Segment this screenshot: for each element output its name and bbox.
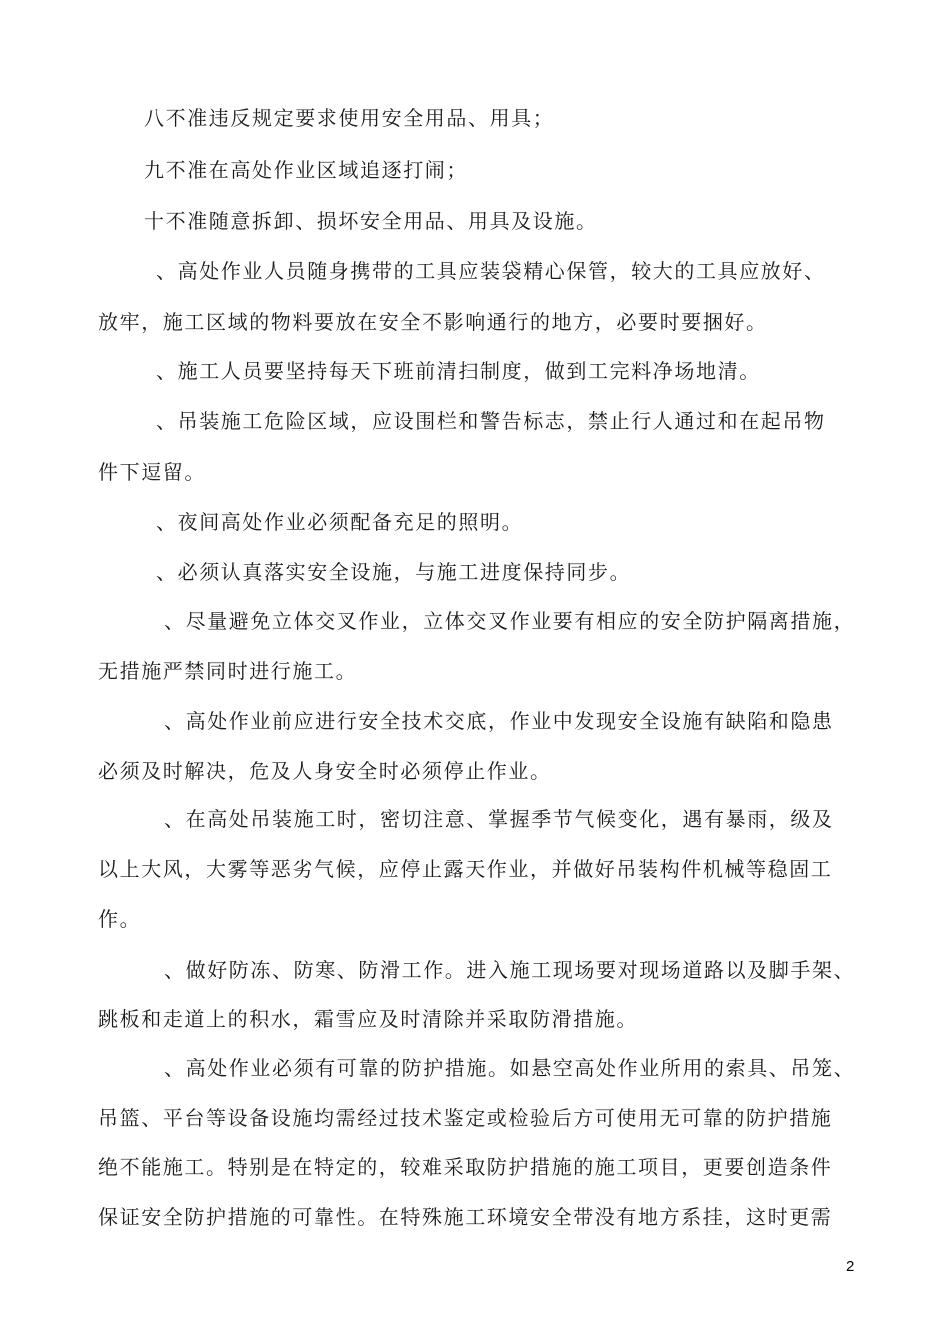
text-line: 必须及时解决，危及人身安全时必须停止作业。	[98, 759, 552, 783]
text-line: 跳板和走道上的积水，霜雪应及时清除并采取防滑措施。	[98, 1007, 638, 1031]
text-line: 保证安全防护措施的可靠性。在特殊施工环境安全带没有地方系挂，这时更需	[98, 1205, 833, 1229]
text-line: 、在高处吊装施工时，密切注意、掌握季节气候变化，遇有暴雨，级及	[164, 807, 834, 831]
text-line: 、尽量避免立体交叉作业，立体交叉作业要有相应的安全防护隔离措施，	[164, 609, 856, 633]
text-line: 绝不能施工。特别是在特定的，较难采取防护措施的施工项目，更要创造条件	[98, 1155, 833, 1179]
text-line: 放牢，施工区域的物料要放在安全不影响通行的地方，必要时要捆好。	[98, 310, 768, 334]
text-line: 、吊装施工危险区域，应设围栏和警告标志，禁止行人通过和在起吊物	[156, 409, 826, 433]
page-number: 2	[846, 1258, 855, 1275]
text-line: 、做好防冻、防寒、防滑工作。进入施工现场要对现场道路以及脚手架、	[164, 958, 856, 982]
text-line: 、施工人员要坚持每天下班前清扫制度，做到工完料净场地清。	[156, 359, 761, 383]
text-line: 以上大风，大雾等恶劣气候，应停止露天作业，并做好吊装构件机械等稳固工	[98, 857, 833, 881]
text-line: 吊篮、平台等设备设施均需经过技术鉴定或检验后方可使用无可靠的防护措施	[98, 1106, 833, 1130]
text-line: 八不准违反规定要求使用安全用品、用具；	[144, 106, 555, 130]
text-line: 十不准随意拆卸、损坏安全用品、用具及设施。	[144, 209, 598, 233]
text-line: 九不准在高处作业区域追逐打闹；	[144, 158, 468, 182]
text-line: 作。	[98, 907, 142, 931]
text-line: 、高处作业必须有可靠的防护措施。如悬空高处作业所用的索具、吊笼、	[164, 1056, 856, 1080]
text-line: 、高处作业前应进行安全技术交底，作业中发现安全设施有缺陷和隐患	[164, 709, 834, 733]
text-line: 、夜间高处作业必须配备充足的照明。	[156, 510, 524, 534]
text-line: 件下逗留。	[98, 460, 206, 484]
text-line: 、高处作业人员随身携带的工具应装袋精心保管，较大的工具应放好、	[156, 259, 826, 283]
text-line: 、必须认真落实安全设施，与施工进度保持同步。	[156, 560, 632, 584]
text-line: 无措施严禁同时进行施工。	[98, 659, 358, 683]
